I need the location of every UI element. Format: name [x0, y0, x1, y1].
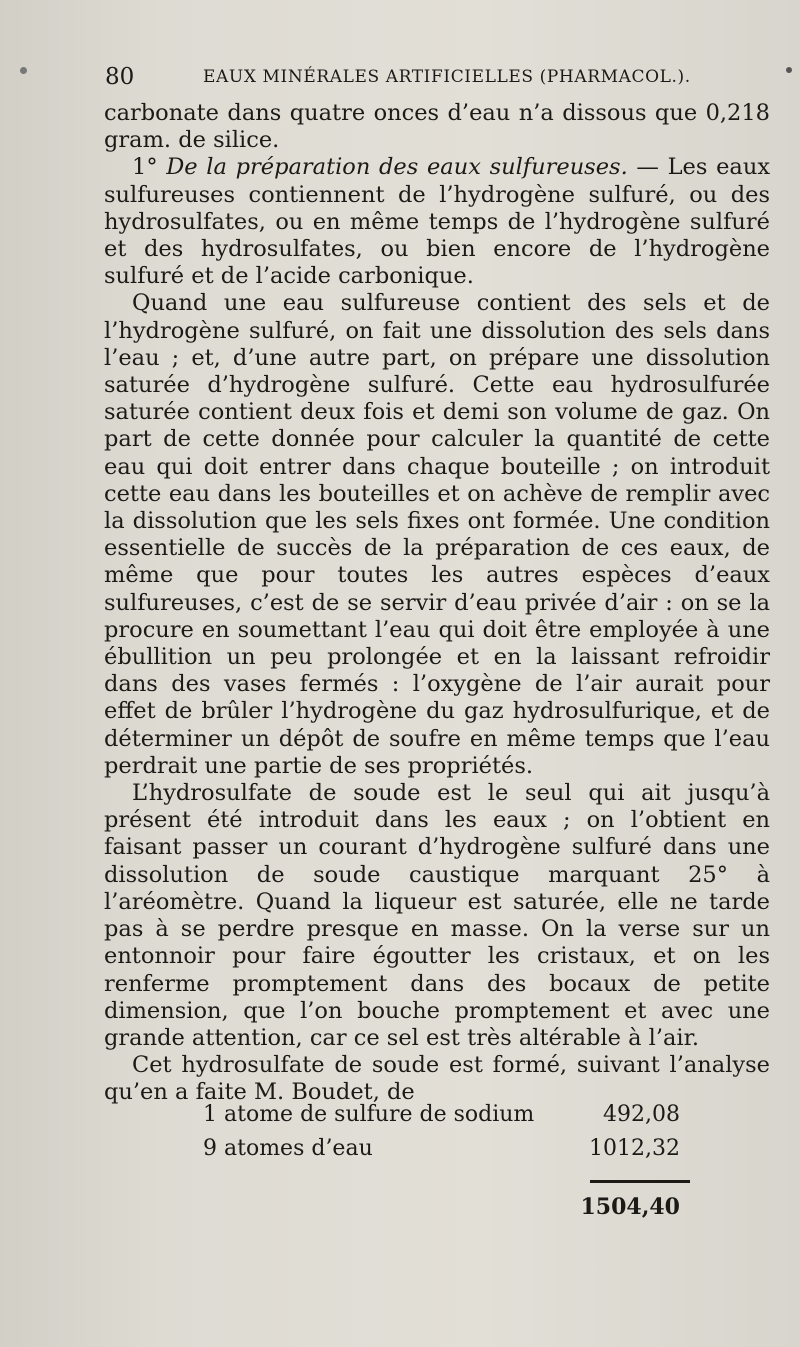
component-value: 1012,32	[589, 1136, 680, 1161]
component-label: 1 atome de sulfure de sodium	[203, 1102, 535, 1127]
paragraph: Cet hydrosulfate de soude est formé, suivant l’analyse qu’en a faite M. Boudet, de	[104, 1052, 770, 1106]
paragraph: Quand une eau sulfureuse contient des sels et de l’hydrogène sulfuré, on fait une dissolution des sels dans l’eau ; et, d’une autre part, on prépare une dissolution saturée d’hydrogène sulfuré. Cette eau hydrosulfurée saturée contient deux fois et demi son volume de gaz. On part de cette donnée pour calculer la quantité de cette eau qui doit entrer dans chaque bouteille ; on introduit cette eau dans les bouteilles et on achève de remplir avec la dissolution que les sels fixes ont formée. Une condition essentielle de succès de la préparation de ces eaux, de même que pour toutes les autres espèces d’eaux sulfureuses, c’est de se servir d’eau privée d’air : on se la procure en soumettant l’eau qui doit être employée à une ébullition un peu prolongée et en la laissant refroidir dans des vases fermés : l’oxygène de l’air aurait pour effet de brûler l’hydrogène du gaz hydrosulfurique, et de déterminer un dépôt de soufre en même temps que l’eau perdrait une partie de ses propriétés.	[104, 290, 770, 779]
margin-mark	[20, 67, 27, 74]
running-title: EAUX MINÉRALES ARTIFICIELLES (PHARMACOL.).	[203, 67, 691, 87]
table-row	[100, 1136, 700, 1166]
page-number: 80	[105, 64, 135, 90]
paragraph-text: — Les eaux sulfureuses contiennent de l’hydrogène sulfuré, ou des hydrosulfates, ou en même temps de l’hydrogène sulfuré et des hydrosulfates, ou bien encore de l’hydrogène sulfuré et de l’acide carbonique.	[104, 154, 771, 290]
section-number: 1°	[132, 154, 167, 181]
component-value: 492,08	[603, 1102, 680, 1127]
page-header	[105, 64, 765, 94]
paragraph: L’hydrosulfate de soude est le seul qui ait jusqu’à présent été introduit dans les eaux ; on l’obtient en faisant passer un courant d’hydrogène sulfuré dans une dissolution de soude caustique marquant 25° à l’aréomètre. Quand la liqueur est saturée, elle ne tarde pas à se perdre presque en masse. On la verse sur un entonnoir pour faire égoutter les cristaux, et on les renferme promptement dans des bocaux de petite dimension, que l’on bouche promptement et avec une grande attention, car ce sel est très altérable à l’air.	[104, 780, 770, 1051]
table-row	[100, 1102, 700, 1132]
margin-mark	[786, 67, 792, 73]
paragraph	[104, 154, 770, 290]
paragraph: carbonate dans quatre onces d’eau n’a dissous que 0,218 gram. de silice.	[104, 100, 770, 154]
component-label: 9 atomes d’eau	[203, 1136, 373, 1161]
section-title: De la préparation des eaux sulfureuses.	[166, 154, 628, 181]
body-text	[104, 100, 770, 1107]
sum-rule	[590, 1180, 690, 1183]
total-value: 1504,40	[580, 1194, 680, 1220]
